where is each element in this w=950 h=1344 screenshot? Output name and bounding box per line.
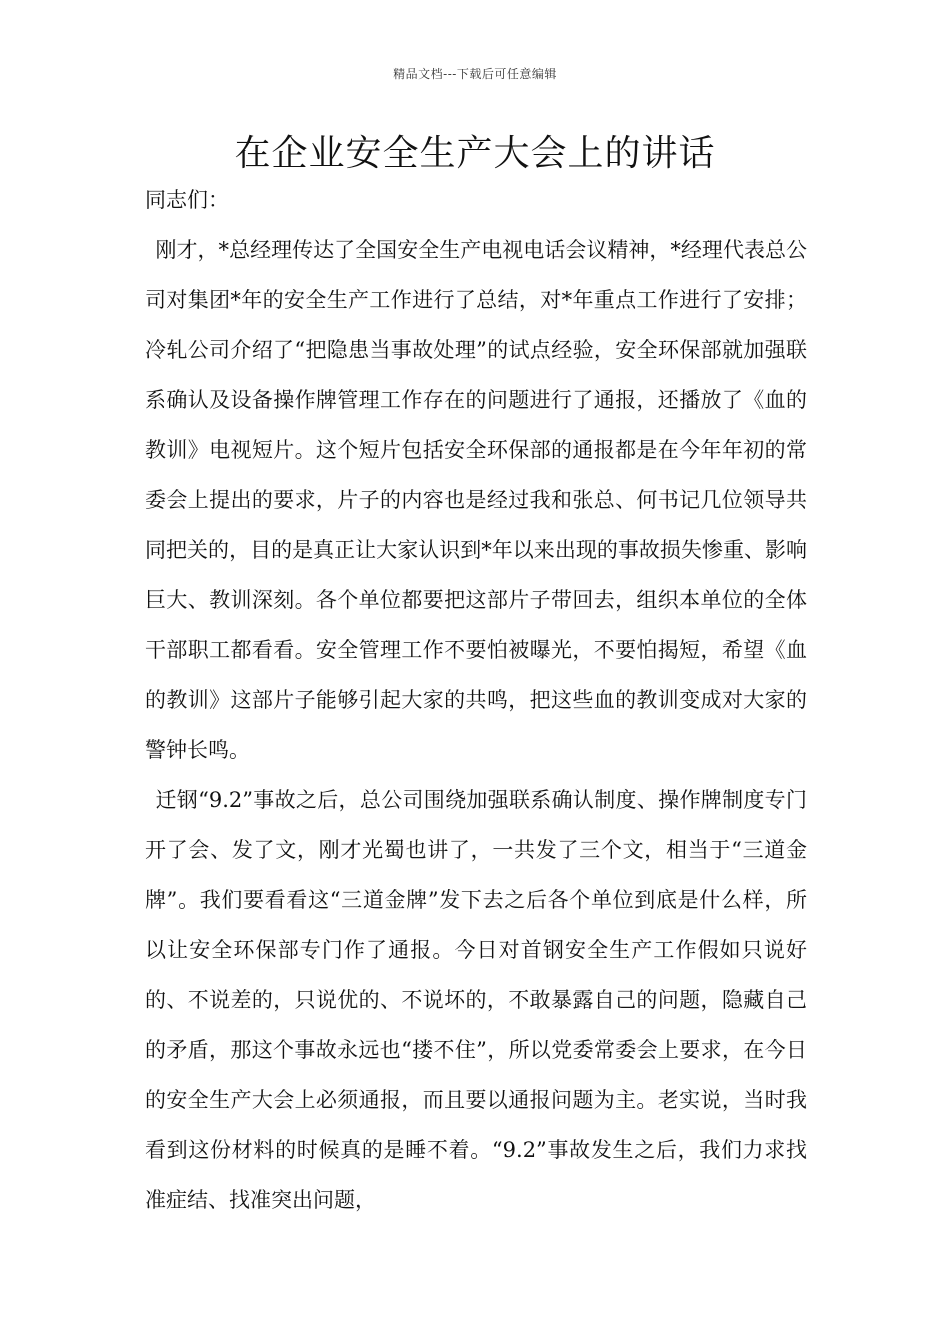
greeting: 同志们： — [145, 188, 229, 212]
document-body — [145, 175, 807, 1225]
header-note: 精品文档---下载后可任意编辑 — [393, 67, 557, 81]
document-title: 在企业安全生产大会上的讲话 — [234, 133, 716, 174]
paragraph-1: 刚才，*总经理传达了全国安全生产电视电话会议精神，*经理代表总公司对集团*年的安全生产工作进行了总结，对*年重点工作进行了安排；冷轧公司介绍了“把隐患当事故处理”的试点经验，安全环保部就加强联系确认及设备操作牌管理工作存在的问题进行了通报，还播放了《血的教训》电视短片。这个短片包括安全环保部的通报都是在今年年初的常委会上提出的要求，片子的内容也是经过我和张总、何书记几位领导共同把关的，目的是真正让大家认识到*年以来出现的事故损失惨重、影响巨大、教训深刻。各个单位都要把这部片子带回去，组织本单位的全体干部职工都看看。安全管理工作不要怕被曝光，不要怕揭短，希望《血的教训》这部片子能够引起大家的共鸣，把这些血的教训变成对大家的警钟长鸣。 — [145, 238, 807, 762]
paragraph-2: 迁钢“9.2”事故之后，总公司围绕加强联系确认制度、操作牌制度专门开了会、发了文，刚才光蜀也讲了，一共发了三个文，相当于“三道金牌”。我们要看看这“三道金牌”发下去之后各个单位到底是什么样，所以让安全环保部专门作了通报。今日对首钢安全生产工作假如只说好的、不说差的，只说优的、不说坏的，不敢暴露自己的问题，隐藏自己的矛盾，那这个事故永远也“搂不住”，所以党委常委会上要求，在今日的安全生产大会上必须通报，而且要以通报问题为主。老实说，当时我看到这份材料的时候真的是睡不着。“9.2”事故发生之后，我们力求找准症结、找准突出问题， — [145, 788, 807, 1212]
